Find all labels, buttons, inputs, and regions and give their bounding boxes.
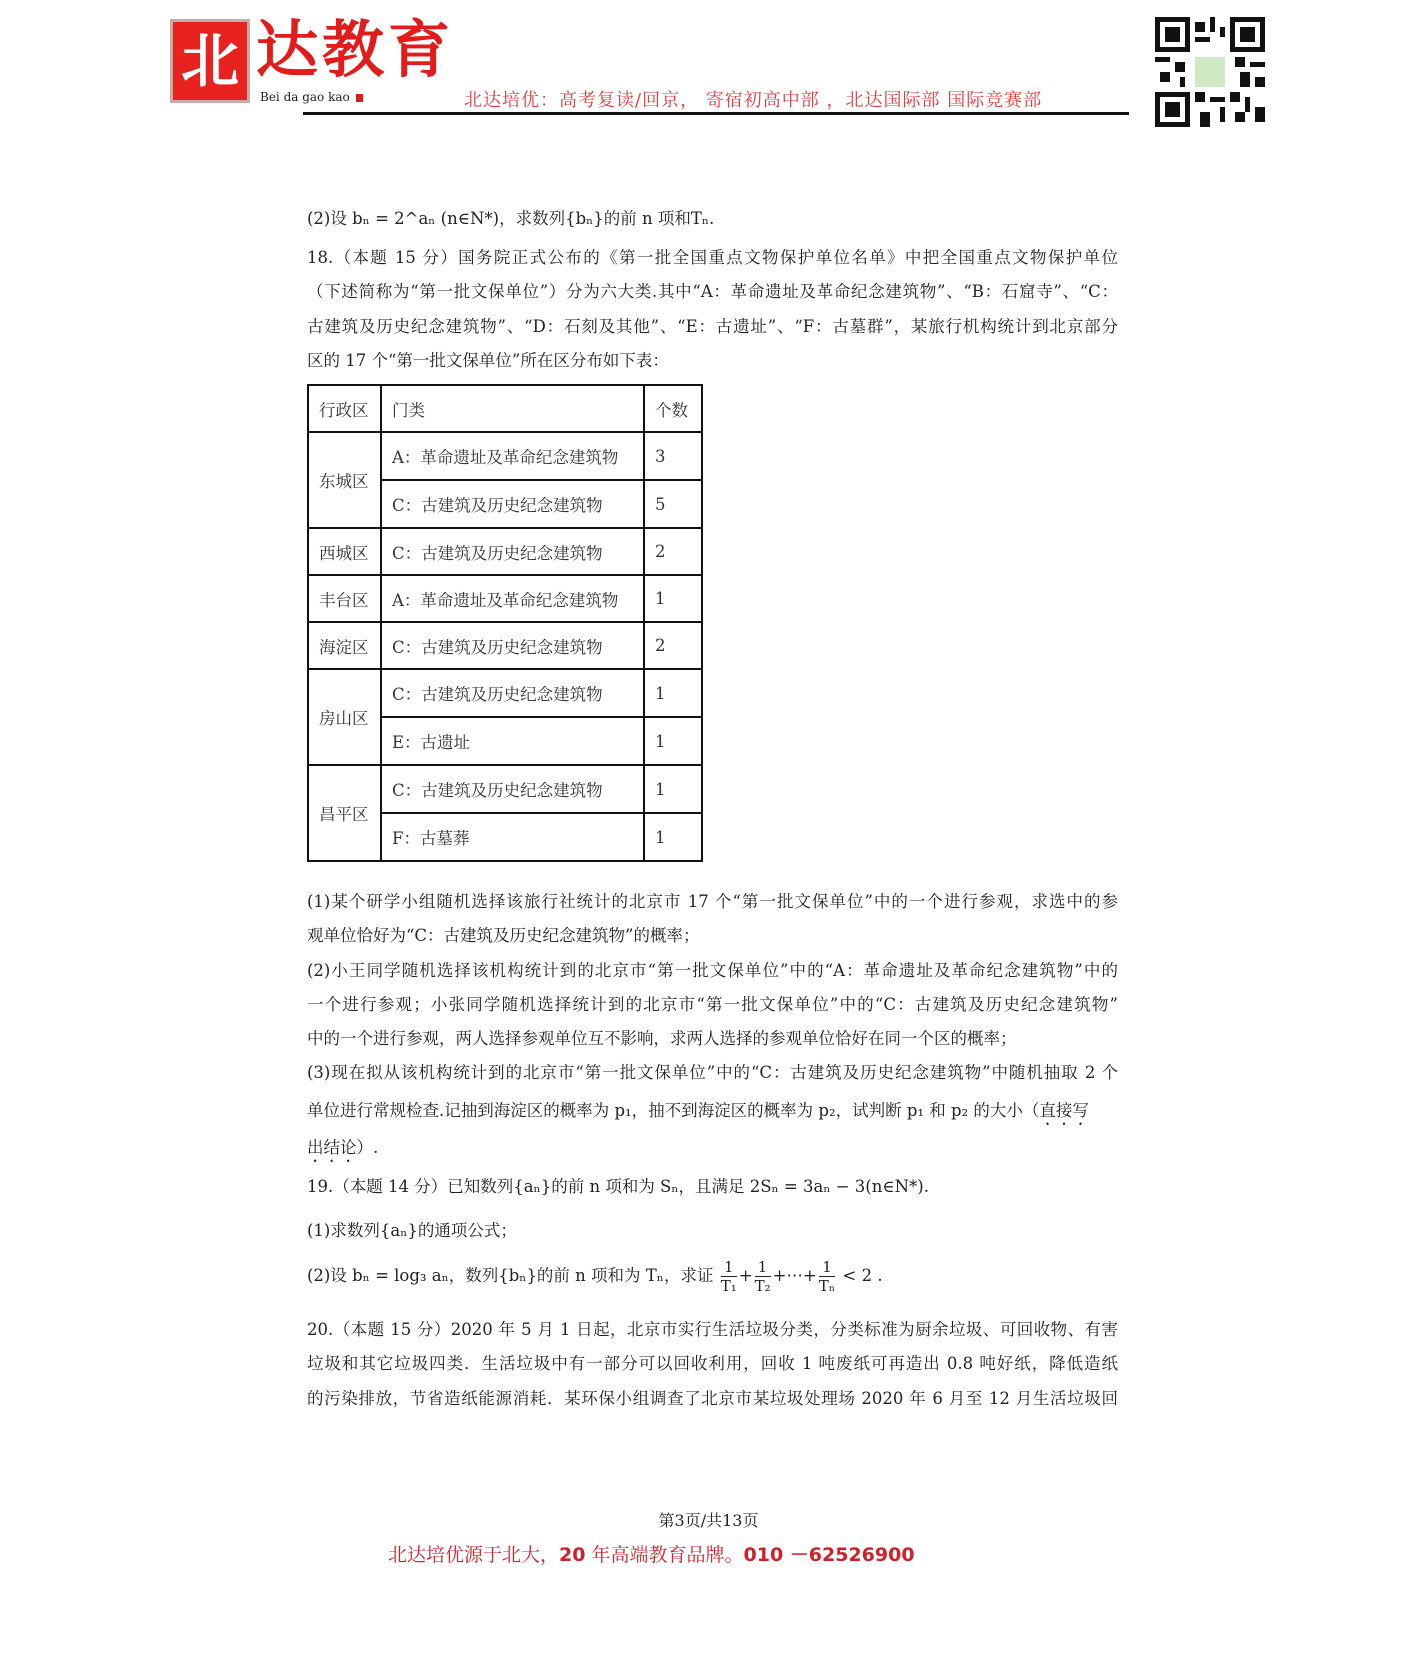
- q18-part1: 观单位恰好为“C：古建筑及历史纪念建筑物”的概率；: [307, 926, 700, 945]
- q18-part2: 中的一个进行参观，两人选择参观单位互不影响，求两人选择的参观单位恰好在同一个区的概率；: [307, 1029, 1017, 1048]
- footer-phone: 010 －62526900: [743, 1544, 915, 1566]
- count-cell: 1: [644, 575, 702, 622]
- column-header: 行政区: [308, 385, 381, 432]
- count-cell: 2: [644, 528, 702, 575]
- category-cell: F：古墓葬: [381, 813, 644, 861]
- q19-part2: (2)设 bₙ = log₃ aₙ，数列{bₙ}的前 n 项和为 Tₙ，求证 $\frac{1}{\text{T₁}}$ + $\frac{1}{\text{T₂}}$ +⋯+ $\frac{1}{\text{Tₙ}}$ < 2 .: [307, 1258, 883, 1295]
- category-cell: C：古建筑及历史纪念建筑物: [381, 622, 644, 669]
- q18-part2: (2)小王同学随机选择该机构统计到的北京市“第一批文保单位”中的“A：革命遗址及革命纪念建筑物”中的: [307, 961, 1118, 980]
- district-cell: 房山区: [308, 669, 381, 765]
- fraction: [721, 1258, 737, 1295]
- q18-line: 古建筑及历史纪念建筑物”、“D：石刻及其他”、“E：古遗址”、“F：古墓群”，某旅行机构统计到北京部分: [307, 317, 1118, 336]
- table-row: [308, 765, 702, 813]
- numerator: 1: [819, 1258, 836, 1277]
- table-row: [308, 622, 702, 669]
- category-cell: C：古建筑及历史纪念建筑物: [381, 669, 644, 717]
- logo-pinyin-text: Bei da gao kao: [260, 90, 350, 104]
- district-cell: 西城区: [308, 528, 381, 575]
- count-cell: 1: [644, 765, 702, 813]
- denominator: T₂: [754, 1277, 771, 1295]
- footer-slogan: [388, 1540, 915, 1567]
- header-divider: [303, 112, 1129, 115]
- q20-line: 垃圾和其它垃圾四类．生活垃圾中有一部分可以回收利用，回收 1 吨废纸可再造出 0.8 吨好纸，降低造纸: [307, 1354, 1118, 1373]
- q17-part2: (2)设 bₙ = 2^aₙ (n∈N*)，求数列{bₙ}的前 n 项和Tₙ.: [307, 209, 715, 228]
- category-cell: C：古建筑及历史纪念建筑物: [381, 765, 644, 813]
- district-cell: 丰台区: [308, 575, 381, 622]
- count-cell: 2: [644, 622, 702, 669]
- q19-intro: 19.（本题 14 分）已知数列{aₙ}的前 n 项和为 Sₙ，且满足 2Sₙ = 3aₙ − 3(n∈N*).: [307, 1177, 929, 1196]
- logo-pinyin: [260, 90, 363, 104]
- category-cell: A：革命遗址及革命纪念建筑物: [381, 575, 644, 622]
- heritage-distribution-table: [307, 384, 703, 862]
- footer-text: 北达培优源于北大，: [388, 1544, 560, 1566]
- emphasis-text: 出结论: [307, 1138, 357, 1157]
- q20-line: 的污染排放，节省造纸能源消耗．某环保小组调查了北京市某垃圾处理场 2020 年 6 月至 12 月生活垃圾回: [307, 1389, 1118, 1408]
- q18-part3-text: 单位进行常规检查.记抽到海淀区的概率为 p₁，抽不到海淀区的概率为 p₂，试判断 p₁ 和 p₂ 的大小（: [307, 1101, 1040, 1120]
- column-header: 门类: [381, 385, 644, 432]
- page-number: 第3页/共13页: [658, 1511, 759, 1530]
- footer-years: 20: [559, 1544, 586, 1566]
- denominator: T₁: [720, 1277, 737, 1295]
- district-cell: 海淀区: [308, 622, 381, 669]
- q19-part1: (1)求数列{aₙ}的通项公式；: [307, 1221, 517, 1240]
- table-row: [308, 575, 702, 622]
- q18-part3-end: ）.: [356, 1138, 379, 1157]
- q20-line: 20.（本题 15 分）2020 年 5 月 1 日起，北京市实行生活垃圾分类，分类标准为厨余垃圾、可回收物、有害: [307, 1320, 1118, 1339]
- qr-code-icon: [1155, 16, 1265, 128]
- numerator: 1: [721, 1258, 737, 1277]
- table-row: [308, 432, 702, 480]
- count-cell: 1: [644, 813, 702, 861]
- category-cell: C：古建筑及历史纪念建筑物: [381, 528, 644, 575]
- q18-line: 区的 17 个“第一批文保单位”所在区分布如下表：: [307, 351, 669, 370]
- red-square-icon: [356, 94, 363, 102]
- q18-line: （下述简称为“第一批文保单位”）分为六大类.其中“A：革命遗址及革命纪念建筑物”、“B：石窟寺”、“C：: [307, 282, 1118, 301]
- logo-mark: 北: [170, 19, 250, 103]
- numerator: 1: [755, 1258, 771, 1277]
- count-cell: 5: [644, 480, 702, 528]
- q18-part3: [307, 1100, 1118, 1129]
- count-cell: 3: [644, 432, 702, 480]
- q19-inequality: < 2 .: [842, 1266, 883, 1285]
- q18-part2: 一个进行参观；小张同学随机选择统计到的北京市“第一批文保单位”中的“C：古建筑及历史纪念建筑物”: [307, 995, 1118, 1014]
- column-header: 个数: [644, 385, 702, 432]
- count-cell: 1: [644, 669, 702, 717]
- category-cell: E：古遗址: [381, 717, 644, 765]
- footer-text: 年高端教育品牌。: [585, 1544, 744, 1566]
- q19-part2-text: (2)设 bₙ = log₃ aₙ，数列{bₙ}的前 n 项和为 Tₙ，求证: [307, 1266, 714, 1285]
- q18-part3: (3)现在拟从该机构统计到的北京市“第一批文保单位”中的“C：古建筑及历史纪念建筑物”中随机抽取 2 个: [307, 1063, 1118, 1082]
- fraction: [755, 1258, 771, 1295]
- fraction: [819, 1258, 836, 1295]
- table-row: [308, 528, 702, 575]
- q18-part3: [307, 1137, 1118, 1166]
- table-row: [308, 669, 702, 717]
- table-header-row: [308, 385, 702, 432]
- emphasis-text: 直接写: [1039, 1101, 1089, 1120]
- q18-part1: (1)某个研学小组随机选择该旅行社统计的北京市 17 个“第一批文保单位”中的一个进行参观，求选中的参: [307, 892, 1118, 911]
- category-cell: C：古建筑及历史纪念建筑物: [381, 480, 644, 528]
- logo-title: 达教育: [256, 13, 455, 86]
- category-cell: A：革命遗址及革命纪念建筑物: [381, 432, 644, 480]
- denominator: Tₙ: [818, 1277, 836, 1295]
- count-cell: 1: [644, 717, 702, 765]
- q18-line: 18.（本题 15 分）国务院正式公布的《第一批全国重点文物保护单位名单》中把全国重点文物保护单位: [307, 248, 1118, 267]
- district-cell: 昌平区: [308, 765, 381, 861]
- header-slogan: 北达培优：高考复读/回京， 寄宿初高中部 ，北达国际部 国际竞赛部: [464, 90, 1043, 111]
- district-cell: 东城区: [308, 432, 381, 528]
